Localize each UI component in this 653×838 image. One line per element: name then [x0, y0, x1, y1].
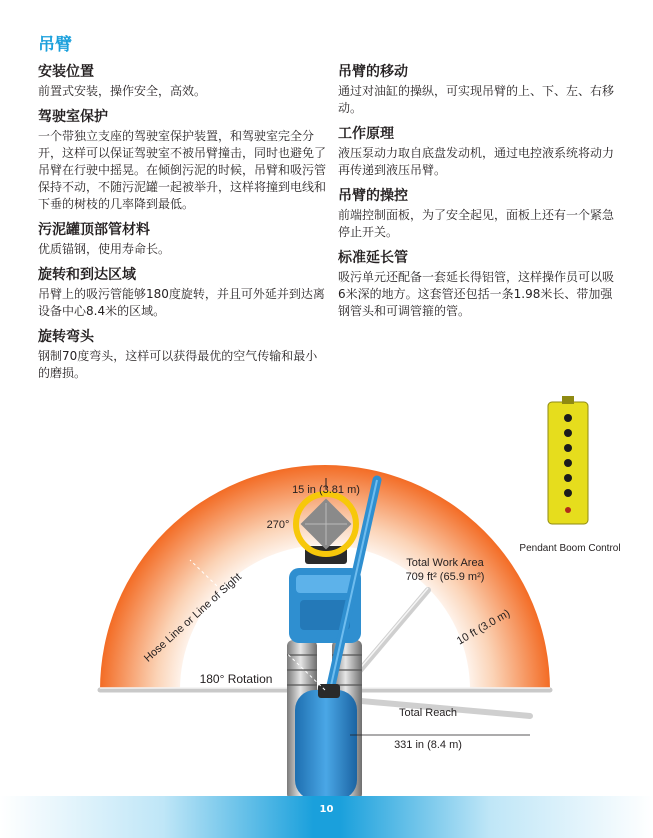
section-body: 通过对油缸的操纵，可实现吊臂的上、下、左、右移动。 — [338, 84, 615, 115]
label-15in: 15 in (3.81 m) — [292, 484, 360, 496]
label-hose-line: Hose Line or Line of Sight — [141, 570, 245, 665]
section-body: 吸污单元还配备一套延长得铝管，这样操作员可以吸6米深的地方。这套管还包括一条1.98米长、带加强钢管头和可调管箍的管。 — [338, 270, 615, 318]
label-rotation: 180° Rotation — [199, 672, 273, 686]
section-heading: 安装位置 — [38, 64, 94, 80]
label-work-area: Total Work Area — [406, 557, 484, 569]
section-heading: 工作原理 — [338, 126, 394, 142]
page-title: 吊臂 — [38, 35, 72, 55]
label-total-reach-value: 331 in (8.4 m) — [394, 739, 462, 751]
section-body: 一个带独立支座的驾驶室保护装置，和驾驶室完全分开，这样可以保证驾驶室不被吊臂撞击，同时也避免了吊臂在行驶中摇晃。在倾倒污泥的时候，吊臂和吸污管保持不动，不随污泥罐一起被举升，这样将撞到电线和下垂的树枝的几率降到最低。 — [38, 129, 327, 211]
section-heading: 吊臂的操控 — [338, 188, 408, 204]
label-work-area-value: 709 ft² (65.9 m²) — [405, 571, 485, 583]
label-total-reach: Total Reach — [398, 707, 458, 719]
page-number: 10 — [319, 804, 334, 815]
section-body: 前置式安装，操作安全，高效。 — [38, 84, 207, 98]
label-270: 270° — [266, 519, 290, 531]
section-body: 前端控制面板，为了安全起见，面板上还有一个紧急停止开关。 — [338, 208, 615, 239]
pendant-boom-control — [548, 396, 588, 524]
section-body: 吊臂上的吸污管能够180度旋转，并且可外延并到达离设备中心8.4米的区域。 — [38, 287, 325, 318]
section-body: 优质锚钢，使用寿命长。 — [38, 242, 171, 256]
section-heading: 污泥罐顶部管材料 — [38, 222, 150, 238]
section-heading: 吊臂的移动 — [338, 64, 408, 80]
pendant-label: Pendant Boom Control — [519, 543, 621, 554]
section-body: 液压泵动力取自底盘发动机，通过电控液系统将动力再传递到液压吊臂。 — [338, 146, 615, 177]
footer-band — [0, 796, 653, 838]
label-10ft: 10 ft (3.0 m) — [454, 607, 513, 648]
section-heading: 标准延长管 — [338, 250, 408, 266]
section-heading: 旋转和到达区域 — [38, 267, 136, 283]
tank — [295, 690, 357, 800]
section-body: 钢制70度弯头，这样可以获得最优的空气传输和最小的磨损。 — [38, 349, 318, 380]
section-heading: 旋转弯头 — [38, 329, 94, 345]
section-heading: 驾驶室保护 — [38, 109, 108, 125]
